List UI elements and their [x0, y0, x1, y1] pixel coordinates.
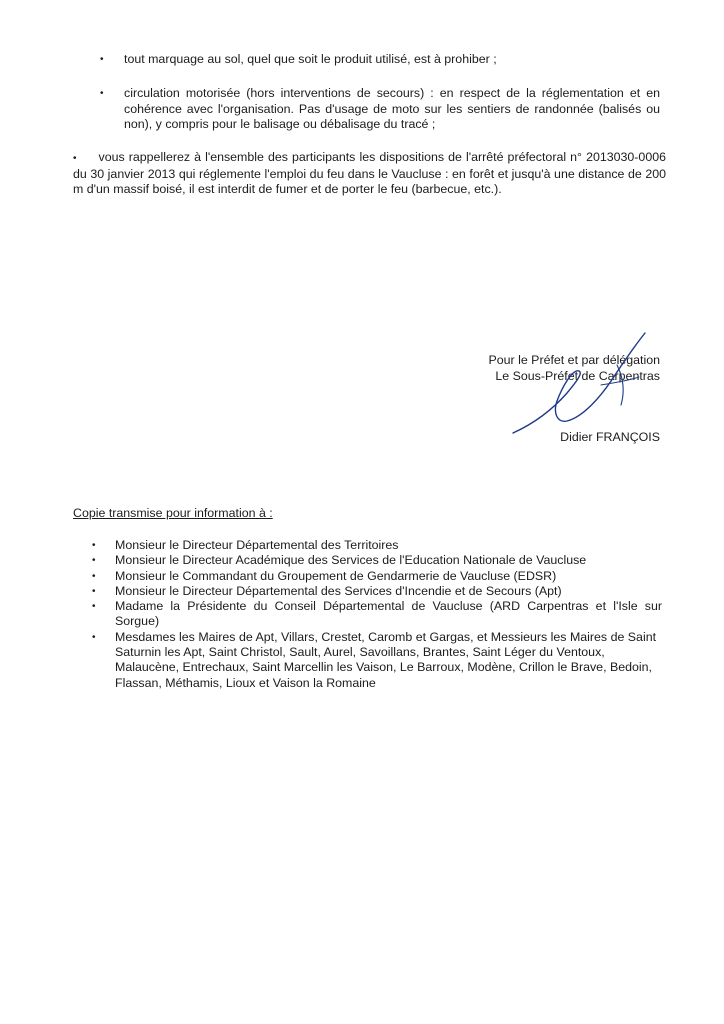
recipient-text: Monsieur le Directeur Départemental des Services d'Incendie et de Secours (Apt) [115, 583, 562, 598]
bullet-icon: • [100, 88, 104, 99]
fire-regulation-paragraph [73, 150, 666, 198]
signature-line-delegation: Pour le Préfet et par délégation [488, 353, 660, 367]
bullet-icon: • [92, 540, 96, 551]
recipient-text: Mesdames les Maires de Apt, Villars, Crestet, Caromb et Gargas, et Messieurs les Maires de Saint Saturnin les Apt, Saint Christol, Sault, Aurel, Savoillans, Brantes, Saint Léger du Ventoux, Malaucène, Entrechaux, Saint Marcellin les Vaison, Le Barroux, Modène, Crillon le Brave, Bedoin, Flassan, Méthamis, Lioux et Vaison la Romaine [115, 629, 657, 690]
list-item [92, 569, 662, 584]
list-item [92, 553, 662, 568]
bullet-icon: • [92, 631, 96, 643]
bullet-icon: • [73, 153, 77, 164]
bullet-item-ground-marking [100, 52, 660, 68]
list-item [92, 584, 662, 599]
recipient-text: Monsieur le Commandant du Groupement de Gendarmerie de Vaucluse (EDSR) [115, 568, 557, 583]
copy-heading: Copie transmise pour information à : [73, 506, 273, 520]
bullet-icon: • [92, 570, 96, 582]
bullet-text: tout marquage au sol, quel que soit le produit utilisé, est à prohiber ; [124, 52, 497, 66]
recipient-text: Madame la Présidente du Conseil Départemental de Vaucluse (ARD Carpentras et l'Isle sur Sorgue) [115, 599, 662, 629]
signer-name: Didier FRANÇOIS [560, 430, 660, 444]
bullet-text: circulation motorisée (hors interventions de secours) : en respect de la réglementation et en cohérence avec l'organisation. Pas d'usage de moto sur les sentiers de randonnée (balisés ou non), y compris pour le balisage ou débalisage du tracé ; [124, 86, 660, 132]
list-item [92, 599, 662, 630]
handwritten-signature-icon [505, 325, 655, 440]
bullet-icon: • [92, 555, 96, 567]
signature-line-title: Le Sous-Préfet de Carpentras [495, 369, 660, 383]
bullet-item-motorized-traffic [100, 86, 660, 133]
bullet-icon: • [92, 585, 96, 597]
paragraph-text: vous rappellerez à l'ensemble des participants les dispositions de l'arrêté préfectoral n° 2013030-0006 du 30 janvier 2013 qui réglemente l'emploi du feu dans le Vaucluse : en forêt et jusqu'à une distance de 200 m d'un massif boisé, il est interdit de fumer et de porter le feu (barbecue, etc.). [73, 150, 666, 197]
recipient-text: Monsieur le Directeur Départemental des Territoires [115, 538, 399, 552]
list-item [92, 538, 662, 553]
bullet-icon: • [100, 54, 104, 65]
recipient-list [92, 538, 662, 691]
bullet-icon: • [92, 601, 96, 613]
recipient-text: Monsieur le Directeur Académique des Services de l'Education Nationale de Vaucluse [115, 553, 587, 568]
list-item [92, 630, 662, 691]
